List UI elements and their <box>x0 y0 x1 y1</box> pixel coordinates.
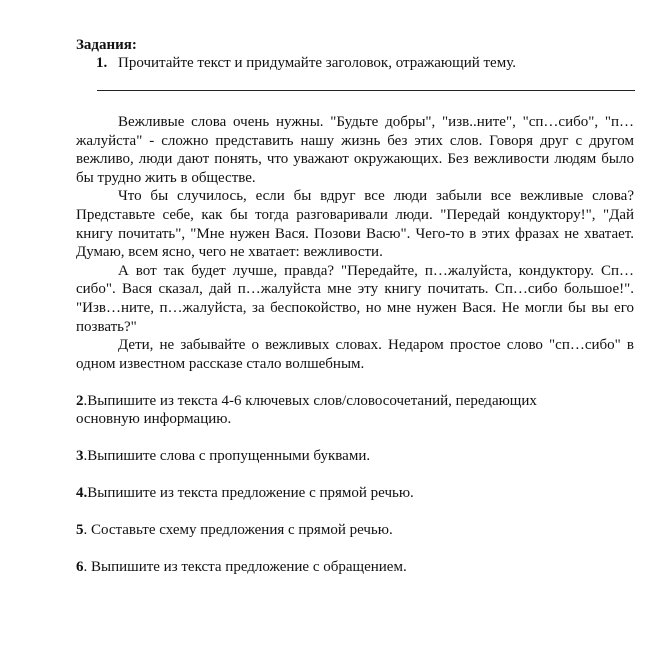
task-4-number: 4. <box>76 485 88 501</box>
paragraph-4: Дети, не забывайте о вежливых словах. Недаром простое слово "сп…сибо" в одном известном рассказе стало волшебным. <box>76 337 634 372</box>
task-1 <box>96 54 516 72</box>
task-6-number: 6 <box>76 559 84 575</box>
task-3-number: 3 <box>76 448 84 464</box>
task-6-text: . Выпишите из текста предложение с обращением. <box>83 559 407 575</box>
task-3 <box>76 447 596 465</box>
task-1-text: Прочитайте текст и придумайте заголовок, отражающий тему. <box>118 55 516 71</box>
task-5 <box>76 521 596 539</box>
task-2-text: .Выпишите из текста 4-6 ключевых слов/словосочетаний, передающих основную информацию. <box>76 393 537 427</box>
task-1-number: 1. <box>96 55 108 71</box>
paragraph-1: Вежливые слова очень нужны. "Будьте добры", "изв..ните", "сп…сибо", "п…жалуйста" - сложно представить нашу жизнь без этих слов. Говоря друг с другом вежливо, люди дают понять, что уважают окружающих. Без вежливости людям было бы трудно жить в обществе. <box>76 114 634 186</box>
task-5-number: 5 <box>76 522 84 538</box>
task-4-text: Выпишите из текста предложение с прямой речью. <box>87 485 414 501</box>
task-5-text: . Составьте схему предложения с прямой речью. <box>83 522 393 538</box>
assignments-heading: Задания: <box>76 37 137 53</box>
reading-text <box>76 113 634 373</box>
task-6 <box>76 558 596 576</box>
task-2 <box>76 392 596 428</box>
task-2-number: 2 <box>76 393 84 409</box>
paragraph-3: А вот так будет лучше, правда? "Передайте, п…жалуйста, кондуктору. Сп…сибо". Вася сказал, дай п…жалуйста мне эту книгу почитать. Сп…сибо большое!". "Изв…ните, п…жалуйста, за беспокойство, но мне нужен Вася. Не могли бы вы его позвать?" <box>76 262 634 335</box>
title-answer-line <box>97 90 635 91</box>
task-4 <box>76 484 596 502</box>
paragraph-2: Что бы случилось, если бы вдруг все люди забыли все вежливые слова? Представьте себе, как бы тогда разговаривали люди. "Передай кондуктору!", "Дай книгу почитать", "Мне нужен Вася. Позови Васю". Чего-то в этих фразах не хватает. Думаю, всем ясно, чего не хватает: вежливости. <box>76 188 634 261</box>
task-3-text: .Выпишите слова с пропущенными буквами. <box>83 448 371 464</box>
